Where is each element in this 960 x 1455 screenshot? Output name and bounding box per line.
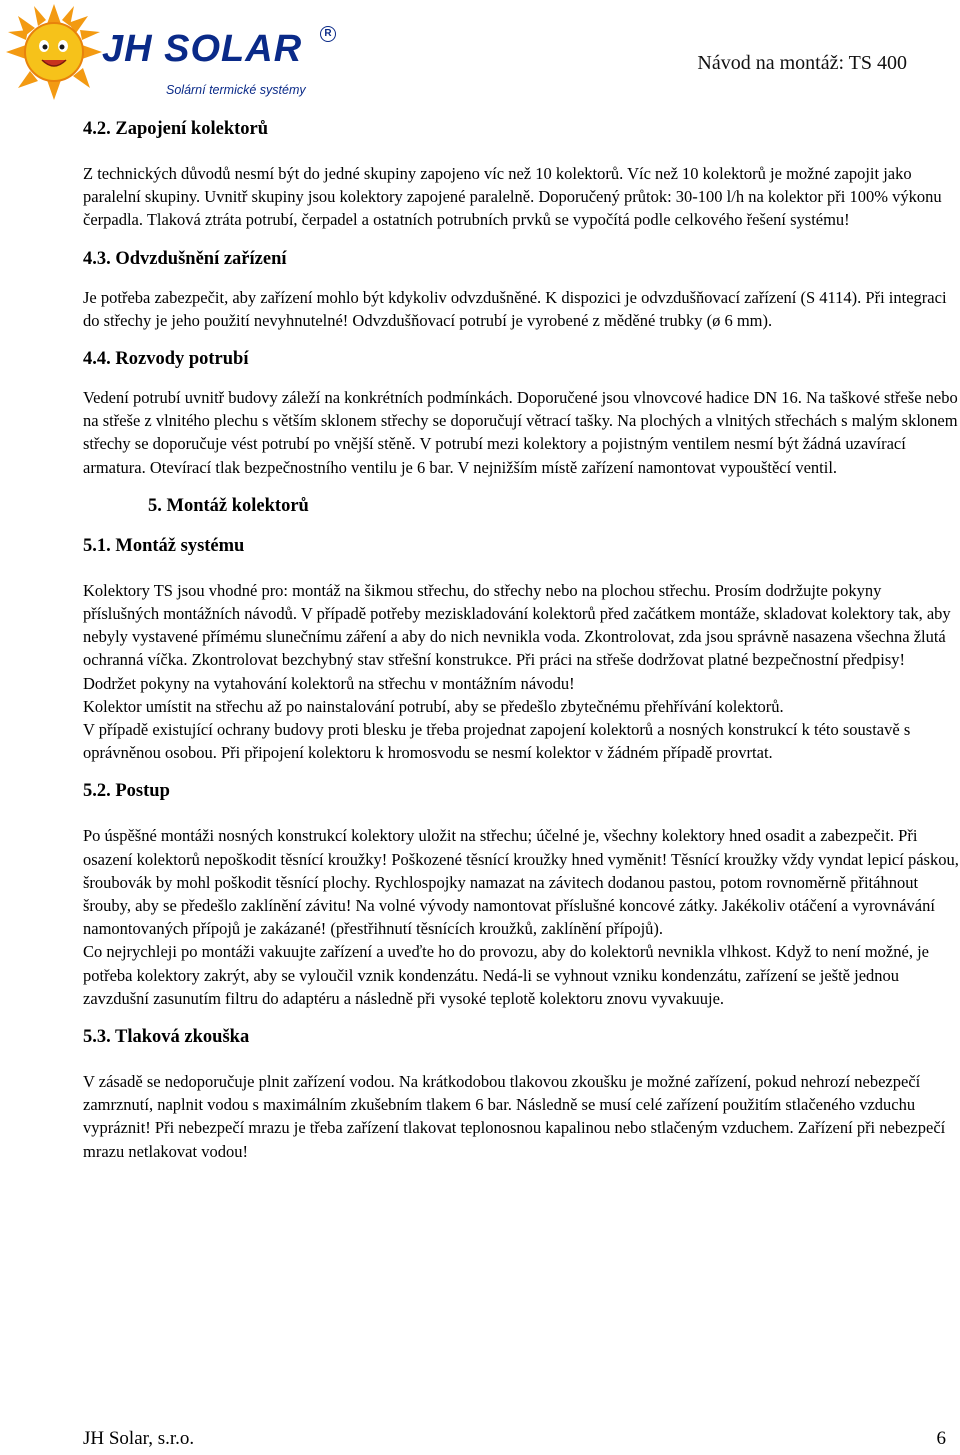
page-number: 6 xyxy=(936,1428,946,1449)
page-header xyxy=(0,0,960,110)
section-4-2-text: Z technických důvodů nesmí být do jedné skupiny zapojeno víc než 10 kolektorů. Víc než 10 kolektorů je možné zapojit jako paralelní skupiny. Uvnitř skupiny jsou kolektory zapojené paralelně. Doporučený průtok: 30-100 l/h na kolektor při 100% výkonu čerpadla. Tlaková ztráta potrubí, čerpadel a ostatních potrubních prvků se vypočítá podle celkového řešení systému! xyxy=(83,164,942,230)
section-heading-5-2: 5.2. Postup xyxy=(83,781,170,802)
section-5-1-paragraph: Dodržet pokyny na vytahování kolektorů na střechu v montážním návodu! xyxy=(83,673,575,693)
document-title: Návod na montáž: TS 400 xyxy=(697,52,907,74)
section-5-2-paragraph: Co nejrychleji po montáži vakuujte zařízení a uveďte ho do provozu, aby do kolektorů nevnikla vlhkost. Když to není možné, je potřeba kolektory zakrýt, aby se vyloučil vznik kondenzátu. Nedá-li se vyhnout vzniku kondenzátu, zařízení se ještě jednou zavzdušní zasunutím filtru do adaptéru a následně při vysoké teplotě kolektoru znovu vyvakuuje. xyxy=(83,942,929,1008)
footer-company: JH Solar, s.r.o. xyxy=(83,1428,195,1449)
registered-mark: R xyxy=(320,26,336,42)
section-4-4-text: Vedení potrubí uvnitř budovy záleží na konkrétních podmínkách. Doporučené jsou vlnovcové hadice DN 16. Na taškové střeše nebo na střeše z vlnitého plechu s větším sklonem střechy se doporučují větrací tašky. Na plochých a vlnitých střechách s malým sklonem střechy se doporučuje vést potrubí po vnější stěně. V potrubí mezi kolektory a pojistným ventilem nesmí být žádná uzavírací armatura. Otevírací tlak bezpečnostního ventilu je 6 bar. V nejnižším místě zařízení namontovat vypouštěcí ventil. xyxy=(83,388,958,477)
brand-name: JH SOLAR xyxy=(102,28,303,70)
section-5-1-paragraph: Kolektor umístit na střechu až po nainstalování potrubí, aby se předešlo zbytečnému přehřívání kolektorů. xyxy=(83,696,784,716)
section-heading-5-1: 5.1. Montáž systému xyxy=(83,535,245,556)
section-heading-4-4: 4.4. Rozvody potrubí xyxy=(83,349,249,370)
section-heading-4-2: 4.2. Zapojení kolektorů xyxy=(83,119,269,139)
sun-mascot-icon xyxy=(4,2,104,102)
company-logo xyxy=(4,2,334,102)
section-heading-5-3: 5.3. Tlaková zkouška xyxy=(83,1027,250,1048)
document-body xyxy=(83,116,959,1163)
section-5-2-paragraph: Po úspěšné montáži nosných konstrukcí kolektory uložit na střechu; účelné je, všechny kolektory hned osadit a zabezpečit. Při osazení kolektorů nepoškodit těsnící kroužky! Poškozené těsnící kroužky hned vyměnit! Těsnící kroužky vždy vyndat lepicí páskou, šroubovák by mohl poškodit těsnící plochy. Rychlospojky namazat na závitech dodanou pastou, potom rovnoměrně přitáhnout šrouby, aby se předešlo zaklínění závitu! Na volné vývody namontovat příslušné koncové zátky. Jakékoliv otáčení a vyrovnávání namontovaných přípojů je zakázané! (přestřihnutí těsnících kroužků, zaklínění přípojů). xyxy=(83,826,959,939)
section-4-3-text: Je potřeba zabezpečit, aby zařízení mohlo být kdykoliv odvzdušněné. K dispozici je odvzdušňovací zařízení (S 4114). Při integraci do střechy je jeho použití nevyhnutelné! Odvzdušňovací potrubí je vyrobené z měděné trubky (ø 6 mm). xyxy=(83,287,947,330)
section-heading-4-3: 4.3. Odvzdušnění zařízení xyxy=(83,248,287,269)
section-5-3-text: V zásadě se nedoporučuje plnit zařízení vodou. Na krátkodobou tlakovou zkoušku je možné zařízení, pokud nehrozí nebezpečí zamrznutí, naplnit vodou s maximálním zkušebním tlakem 6 bar. Následně se musí celé zařízení použitím stlačeného vzduchu vypráznit! Při nebezpečí mrazu je třeba zařízení tlakovat teplonosnou kapalinou nebo stlačeným vzduchem. Zařízení při nebezpečí mrazu netlakovat vodou! xyxy=(83,1072,946,1161)
chapter-heading-5: 5. Montáž kolektorů xyxy=(148,495,309,516)
brand-subtitle: Solární termické systémy xyxy=(166,83,306,97)
section-5-1-paragraph: Kolektory TS jsou vhodné pro: montáž na šikmou střechu, do střechy nebo na plochou střechu. Prosím dodržujte pokyny příslušných montážních návodů. V případě potřeby meziskladování kolektorů před začátkem montáže, skladovat kolektory tak, aby nebyly vystavené přímému slunečnímu záření a aby do nich nevnikla voda. Zkontrolovat, zda jsou správně nasazena všechna žlutá ochranná víčka. Zkontrolovat bezchybný stav střešní konstrukce. Při práci na střeše dodržovat platné bezpečnostní předpisy! xyxy=(83,580,951,670)
section-5-1-paragraph: V případě existující ochrany budovy proti blesku je třeba projednat zapojení kolektorů a nosných konstrukcí k této soustavě s oprávněnou osobou. Při připojení kolektoru k hromosvodu se nesmí kolektor v žádném případě provrtat. xyxy=(83,720,911,763)
